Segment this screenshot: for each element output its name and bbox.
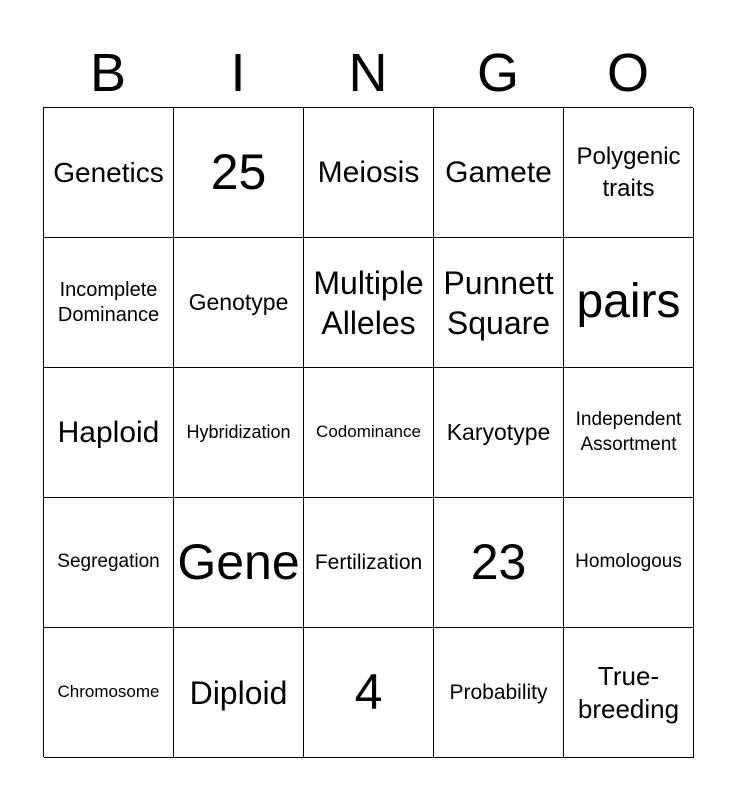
bingo-cell-r3-c2[interactable] bbox=[174, 368, 304, 498]
cell-text: Diploid bbox=[189, 674, 288, 711]
bingo-cell-r4-c5[interactable] bbox=[564, 498, 694, 628]
cell-text: Fertilization bbox=[314, 550, 423, 574]
cell-text: Chromosome bbox=[57, 682, 160, 702]
bingo-cell-r4-c3[interactable] bbox=[304, 498, 434, 628]
cell-text: Multiple Alleles bbox=[313, 264, 424, 341]
bingo-cell-r5-c1[interactable] bbox=[44, 628, 174, 758]
bingo-cell-r3-c4[interactable] bbox=[434, 368, 564, 498]
header-letter-i: I bbox=[230, 43, 246, 103]
cell-text: Meiosis bbox=[317, 155, 420, 189]
cell-text: 25 bbox=[210, 144, 267, 200]
bingo-cell-r1-c1[interactable] bbox=[44, 108, 174, 238]
header-letter-o: O bbox=[606, 43, 649, 103]
bingo-cell-r3-c3[interactable] bbox=[304, 368, 434, 498]
header-letter-n: N bbox=[348, 43, 388, 103]
bingo-cell-r1-c2[interactable] bbox=[174, 108, 304, 238]
bingo-cell-r2-c3[interactable] bbox=[304, 238, 434, 368]
cell-text: Codominance bbox=[316, 422, 421, 442]
cell-text: Independent Assortment bbox=[575, 408, 682, 455]
bingo-cell-r5-c2[interactable] bbox=[174, 628, 304, 758]
bingo-cell-r5-c5[interactable] bbox=[564, 628, 694, 758]
cell-text: Punnett Square bbox=[443, 264, 554, 341]
bingo-cell-r4-c4[interactable] bbox=[434, 498, 564, 628]
bingo-cell-r5-c4[interactable] bbox=[434, 628, 564, 758]
bingo-cell-r1-c3[interactable] bbox=[304, 108, 434, 238]
bingo-cell-r1-c4[interactable] bbox=[434, 108, 564, 238]
cell-text: Gamete bbox=[445, 155, 552, 189]
header-letter-g: G bbox=[476, 43, 519, 103]
cell-text: Polygenic traits bbox=[576, 143, 681, 202]
cell-text: Homologous bbox=[575, 551, 682, 573]
bingo-board bbox=[43, 107, 693, 757]
bingo-cell-r2-c1[interactable] bbox=[44, 238, 174, 368]
cell-text: 4 bbox=[354, 664, 383, 720]
cell-text: Gene bbox=[177, 534, 300, 590]
bingo-cell-r5-c3[interactable] bbox=[304, 628, 434, 758]
cell-text: Incomplete Dominance bbox=[57, 278, 160, 326]
bingo-header bbox=[43, 40, 693, 106]
bingo-cell-r1-c5[interactable] bbox=[564, 108, 694, 238]
cell-text: True-breeding bbox=[577, 661, 680, 724]
cell-text: 23 bbox=[470, 534, 527, 590]
header-letter-b: B bbox=[89, 43, 127, 103]
cell-text: Hybridization bbox=[186, 421, 291, 442]
cell-text: Segregation bbox=[57, 551, 160, 573]
cell-text: pairs bbox=[576, 275, 681, 329]
bingo-cell-r4-c2[interactable] bbox=[174, 498, 304, 628]
cell-text: Genotype bbox=[188, 288, 289, 315]
bingo-cell-r3-c5[interactable] bbox=[564, 368, 694, 498]
cell-text: Haploid bbox=[57, 415, 160, 449]
bingo-cell-r4-c1[interactable] bbox=[44, 498, 174, 628]
cell-text: Karyotype bbox=[446, 418, 551, 445]
bingo-cell-r2-c5[interactable] bbox=[564, 238, 694, 368]
bingo-cell-r2-c2[interactable] bbox=[174, 238, 304, 368]
bingo-cell-r3-c1[interactable] bbox=[44, 368, 174, 498]
bingo-cell-r2-c4[interactable] bbox=[434, 238, 564, 368]
cell-text: Genetics bbox=[53, 156, 164, 188]
cell-text: Probability bbox=[449, 680, 548, 704]
